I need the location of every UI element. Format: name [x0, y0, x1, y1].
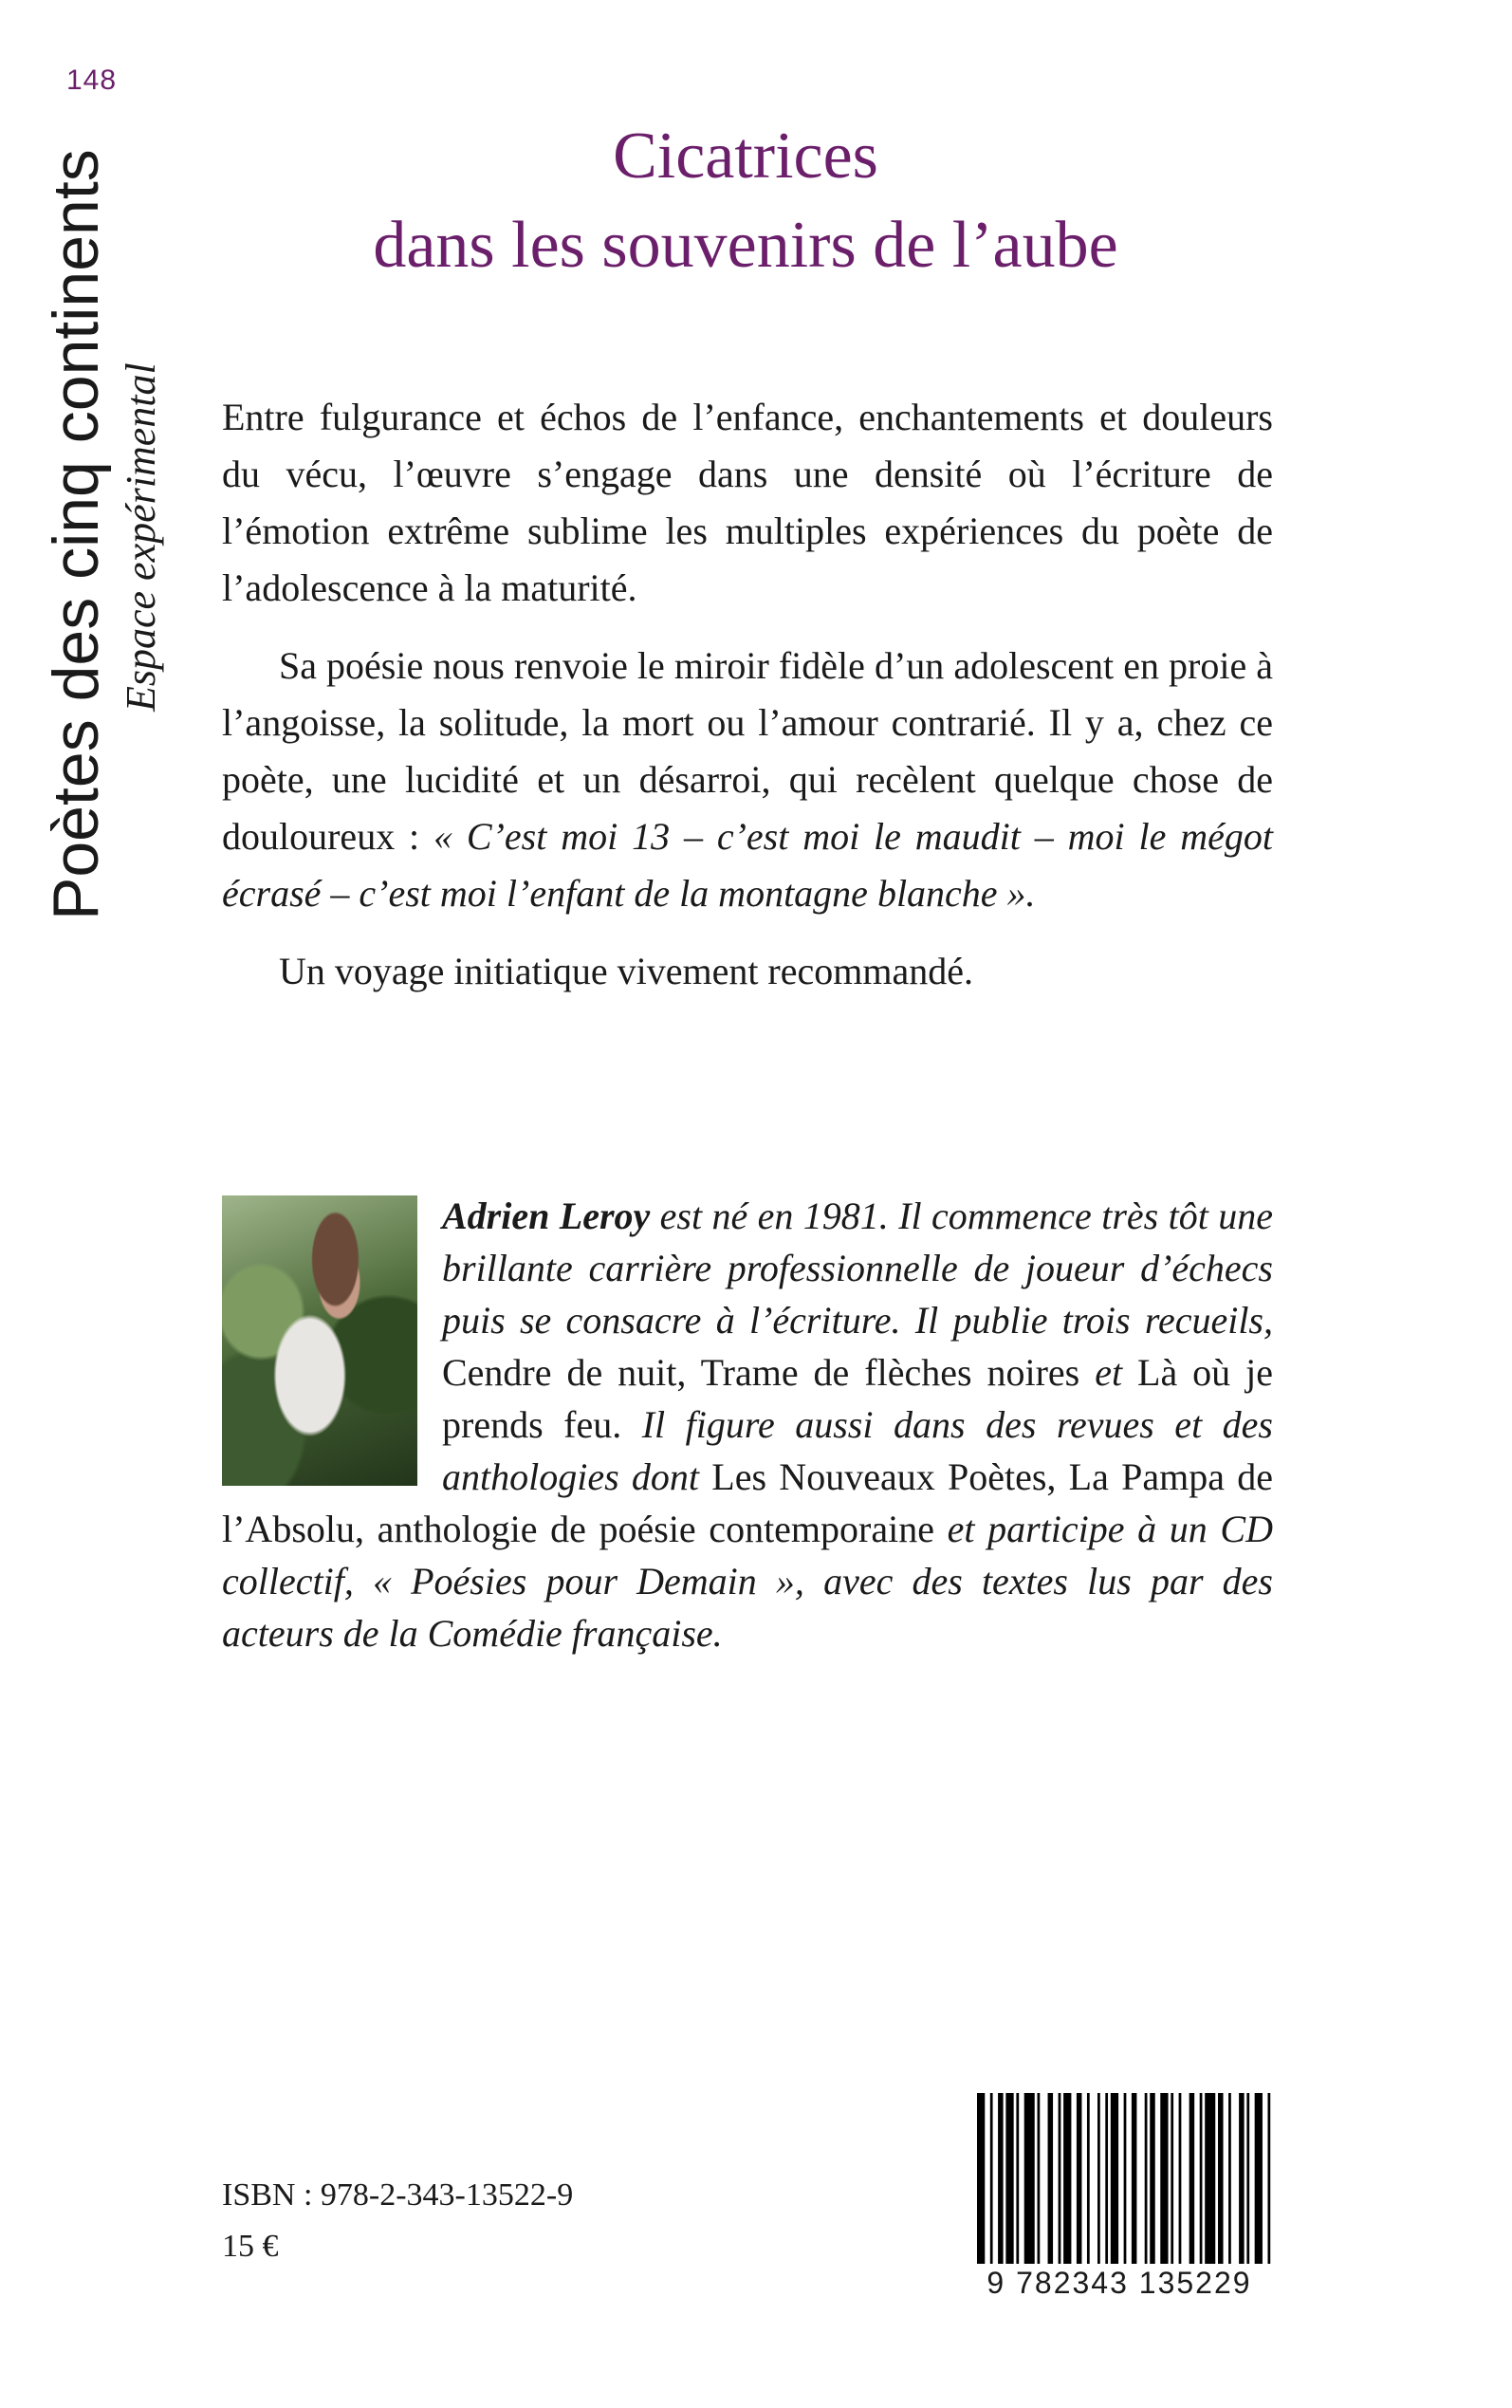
barcode-bar	[1200, 2093, 1203, 2264]
blurb-paragraph-2-text: Sa poésie nous renvoie le miroir fidèle d’un adolescent en proie à l’angoisse, la solitude, la mort ou l’amour contrarié. Il y a, chez ce poète, une lucidité et un désarroi, qui recèlent quelque chose de douloureux :	[222, 644, 1273, 858]
barcode-bar	[1267, 2093, 1270, 2264]
barcode-bar	[1171, 2093, 1173, 2264]
barcode-bar	[1097, 2093, 1100, 2264]
barcode-bar	[1132, 2093, 1137, 2264]
barcode-bar	[1087, 2093, 1090, 2264]
book-title-line-1: Cicatrices	[613, 120, 878, 193]
barcode-bar	[1005, 2093, 1013, 2264]
barcode-bar	[1228, 2093, 1231, 2264]
price: 15 €	[222, 2229, 279, 2264]
blurb-quote: « C’est moi 13 – c’est moi le maudit – moi le mégot écrasé – c’est moi l’enfant de la montagne blanche ».	[222, 815, 1273, 915]
barcode-bar	[1205, 2093, 1215, 2264]
barcode-bar	[1038, 2093, 1041, 2264]
blurb-paragraph-1: Entre fulgurance et échos de l’enfance, enchantements et douleurs du vécu, l’œuvre s’engage dans une densité où l’écriture de l’émotion extrême sublime les multiples expériences du poète de l’adolescence à la maturité.	[222, 396, 1273, 609]
blurb-paragraph-2	[222, 638, 1273, 922]
book-title	[218, 112, 1273, 290]
bio-book-3: Les Nouveaux Poètes, La Pampa de l’Absolu, anthologie de poésie contemporaine	[222, 1455, 1273, 1550]
barcode-bar	[1024, 2093, 1035, 2264]
barcode-bar	[1063, 2093, 1071, 2264]
barcode-bar	[1077, 2093, 1082, 2264]
blurb	[222, 389, 1273, 1021]
series-number: 148	[66, 65, 118, 96]
barcode-bar	[1160, 2093, 1168, 2264]
bio-text-2: et	[1079, 1351, 1138, 1394]
barcode-bar	[977, 2093, 985, 2264]
author-bio	[222, 1190, 1273, 1659]
series-name: Poètes des cinq continents	[40, 149, 112, 920]
blurb-paragraph-3: Un voyage initiatique vivement recommandé.	[279, 950, 973, 992]
isbn: ISBN : 978-2-343-13522-9	[222, 2177, 574, 2213]
barcode	[977, 2093, 1273, 2264]
barcode-bar	[1255, 2093, 1263, 2264]
bio-text-3: Il figure aussi dans des revues et des anthologies dont	[442, 1403, 1274, 1498]
barcode-bar	[1059, 2093, 1061, 2264]
bio-text-1: est né en 1981. Il commence très tôt une brillante carrière professionnelle de joueur d’échecs puis se consacre à l’écriture. Il publie trois recueils,	[442, 1195, 1273, 1342]
barcode-bar	[1150, 2093, 1155, 2264]
barcode-digits: 9 782343 135229	[986, 2266, 1252, 2300]
series-subtitle: Espace expérimental	[118, 362, 164, 712]
bio-text-4: et participe à un CD collectif, « Poésies pour Demain », avec des textes lus par des acteurs de la Comédie française.	[222, 1508, 1273, 1655]
book-title-line-2: dans les souvenirs de l’aube	[373, 209, 1118, 282]
barcode-bar	[1124, 2093, 1127, 2264]
barcode-bar	[1239, 2093, 1245, 2264]
barcode-bar	[1145, 2093, 1148, 2264]
barcode-bar	[1189, 2093, 1195, 2264]
barcode-bar	[1048, 2093, 1054, 2264]
bio-book-1: Cendre de nuit, Trame de flèches noires	[442, 1351, 1080, 1394]
barcode-bar	[1246, 2093, 1249, 2264]
barcode-bar	[990, 2093, 993, 2264]
author-name: Adrien Leroy	[442, 1195, 651, 1237]
barcode-bar	[1111, 2093, 1118, 2264]
series-spine	[38, 149, 169, 920]
barcode-bar	[1105, 2093, 1108, 2264]
barcode-bar	[1218, 2093, 1224, 2264]
barcode-bar	[1016, 2093, 1019, 2264]
bio-book-2: Là où je prends feu.	[442, 1351, 1273, 1446]
barcode-bar	[1179, 2093, 1182, 2264]
barcode-bar	[998, 2093, 1004, 2264]
